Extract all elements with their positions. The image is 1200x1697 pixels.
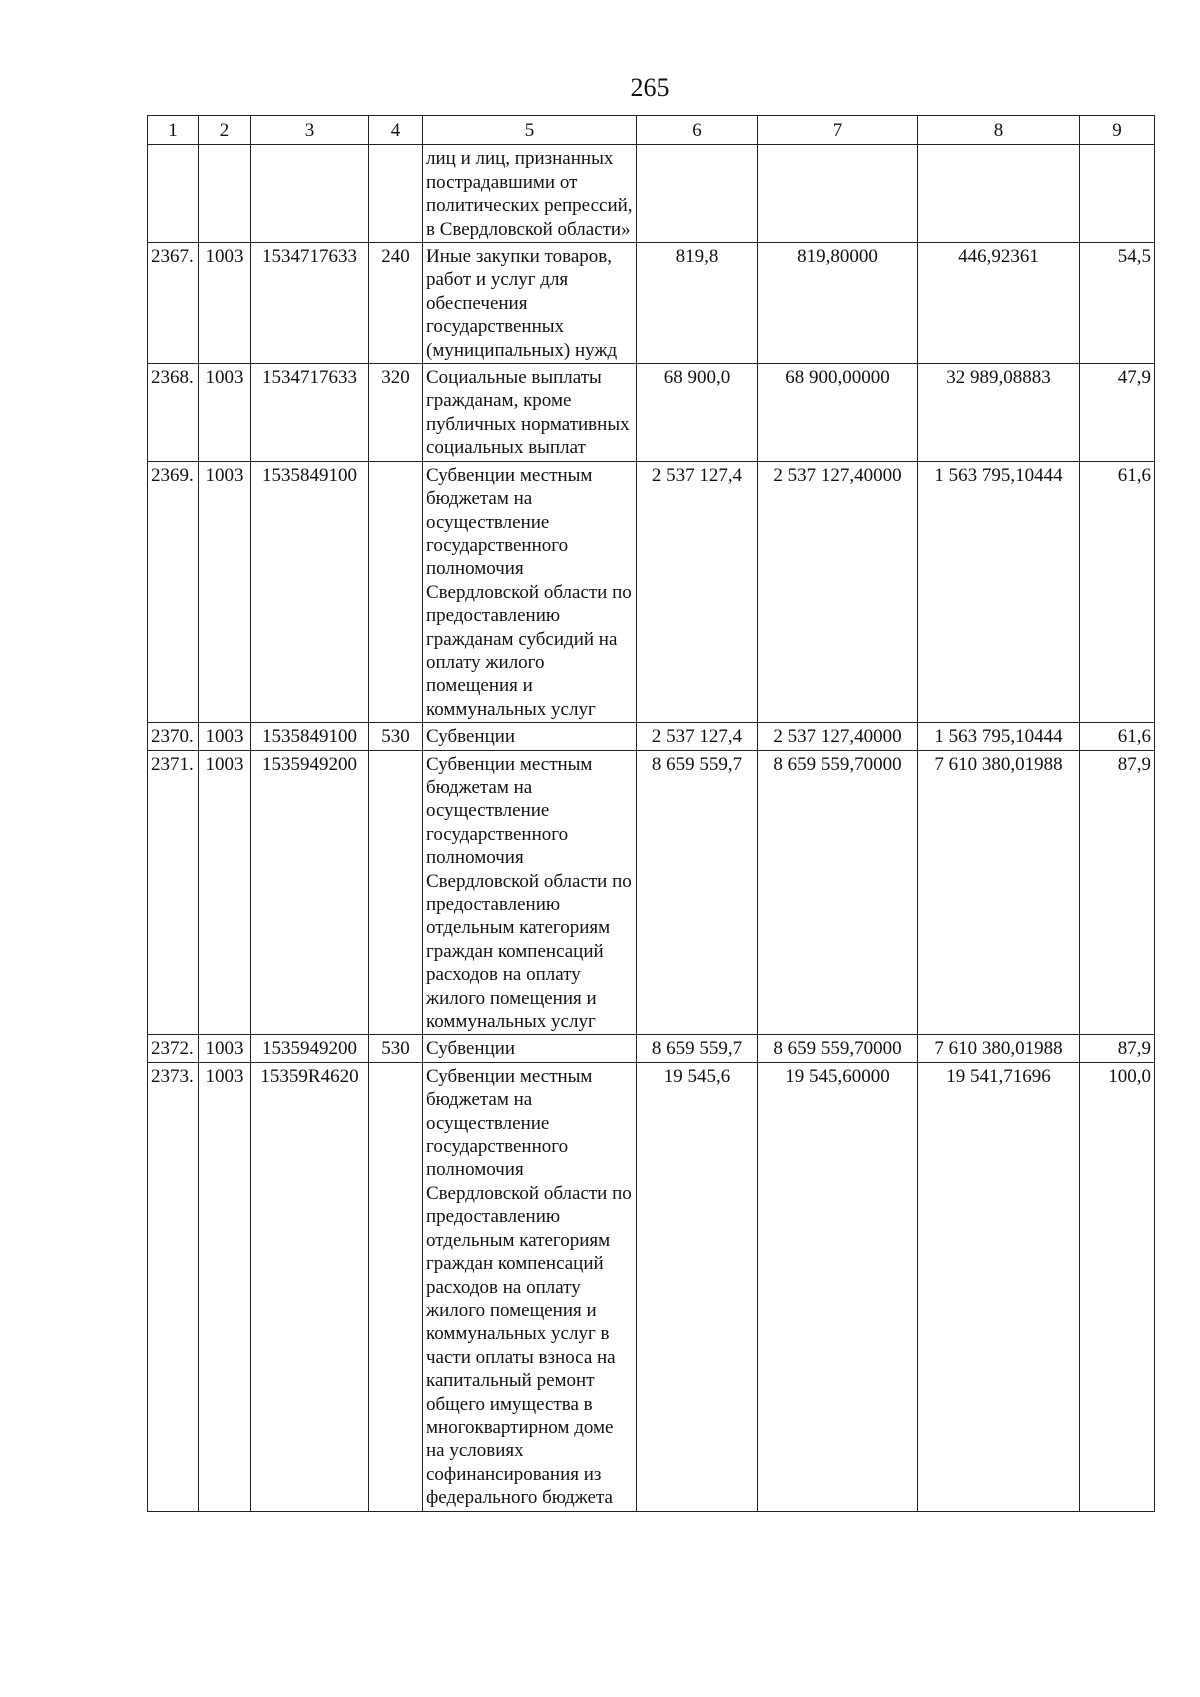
expense-type-cell bbox=[369, 145, 423, 243]
amount-col8-cell: 7 610 380,01988 bbox=[918, 750, 1080, 1035]
amount-col6-cell: 68 900,0 bbox=[637, 364, 758, 462]
amount-col7-cell: 2 537 127,40000 bbox=[758, 461, 918, 722]
amount-col6-cell: 8 659 559,7 bbox=[637, 1035, 758, 1062]
description-cell: Субвенции местным бюджетам на осуществление государственного полномочия Свердловской области по предоставлению гражданам субсидий на оплату жилого помещения и коммунальных услуг bbox=[423, 461, 637, 722]
expense-type-cell bbox=[369, 1062, 423, 1511]
row-number-cell bbox=[148, 145, 199, 243]
table-row bbox=[148, 243, 1155, 364]
amount-col6-cell: 2 537 127,4 bbox=[637, 723, 758, 750]
amount-col7-cell: 819,80000 bbox=[758, 243, 918, 364]
table-row bbox=[148, 1062, 1155, 1511]
column-header: 5 bbox=[423, 116, 637, 145]
amount-col7-cell bbox=[758, 145, 918, 243]
amount-col6-cell: 19 545,6 bbox=[637, 1062, 758, 1511]
row-number-cell: 2369. bbox=[148, 461, 199, 722]
amount-col6-cell: 8 659 559,7 bbox=[637, 750, 758, 1035]
percent-cell: 54,5 bbox=[1080, 243, 1155, 364]
row-number-cell: 2370. bbox=[148, 723, 199, 750]
column-header: 9 bbox=[1080, 116, 1155, 145]
amount-col7-cell: 68 900,00000 bbox=[758, 364, 918, 462]
table-row bbox=[148, 461, 1155, 722]
percent-cell: 87,9 bbox=[1080, 750, 1155, 1035]
expense-type-cell bbox=[369, 461, 423, 722]
amount-col8-cell: 19 541,71696 bbox=[918, 1062, 1080, 1511]
percent-cell: 61,6 bbox=[1080, 723, 1155, 750]
amount-col7-cell: 19 545,60000 bbox=[758, 1062, 918, 1511]
target-code-cell: 1534717633 bbox=[251, 364, 369, 462]
row-number-cell: 2367. bbox=[148, 243, 199, 364]
percent-cell: 100,0 bbox=[1080, 1062, 1155, 1511]
amount-col7-cell: 8 659 559,70000 bbox=[758, 750, 918, 1035]
target-code-cell: 1535849100 bbox=[251, 723, 369, 750]
description-cell: Субвенции bbox=[423, 1035, 637, 1062]
target-code-cell: 1535949200 bbox=[251, 1035, 369, 1062]
column-header: 7 bbox=[758, 116, 918, 145]
section-code-cell: 1003 bbox=[199, 1062, 251, 1511]
amount-col8-cell bbox=[918, 145, 1080, 243]
table-row bbox=[148, 723, 1155, 750]
row-number-cell: 2368. bbox=[148, 364, 199, 462]
amount-col8-cell: 7 610 380,01988 bbox=[918, 1035, 1080, 1062]
description-cell: Социальные выплаты гражданам, кроме публичных нормативных социальных выплат bbox=[423, 364, 637, 462]
expense-type-cell: 530 bbox=[369, 1035, 423, 1062]
percent-cell: 47,9 bbox=[1080, 364, 1155, 462]
description-cell: Субвенции местным бюджетам на осуществление государственного полномочия Свердловской области по предоставлению отдельным категориям граждан компенсаций расходов на оплату жилого помещения и коммунальных услуг bbox=[423, 750, 637, 1035]
amount-col6-cell bbox=[637, 145, 758, 243]
amount-col8-cell: 1 563 795,10444 bbox=[918, 723, 1080, 750]
table-row bbox=[148, 1035, 1155, 1062]
row-number-cell: 2373. bbox=[148, 1062, 199, 1511]
amount-col7-cell: 2 537 127,40000 bbox=[758, 723, 918, 750]
description-cell: Субвенции местным бюджетам на осуществление государственного полномочия Свердловской области по предоставлению отдельным категориям граждан компенсаций расходов на оплату жилого помещения и коммунальных услуг в части оплаты взноса на капитальный ремонт общего имущества в многоквартирном доме на условиях софинансирования из федерального бюджета bbox=[423, 1062, 637, 1511]
target-code-cell: 1534717633 bbox=[251, 243, 369, 364]
description-cell: Субвенции bbox=[423, 723, 637, 750]
table-row bbox=[148, 145, 1155, 243]
column-header: 4 bbox=[369, 116, 423, 145]
expense-type-cell: 530 bbox=[369, 723, 423, 750]
header-row bbox=[148, 116, 1155, 145]
budget-table bbox=[147, 115, 1155, 1512]
amount-col8-cell: 32 989,08883 bbox=[918, 364, 1080, 462]
column-header: 2 bbox=[199, 116, 251, 145]
section-code-cell: 1003 bbox=[199, 1035, 251, 1062]
percent-cell bbox=[1080, 145, 1155, 243]
target-code-cell: 1535949200 bbox=[251, 750, 369, 1035]
amount-col8-cell: 1 563 795,10444 bbox=[918, 461, 1080, 722]
description-cell: лиц и лиц, признанных пострадавшими от политических репрессий, в Свердловской области» bbox=[423, 145, 637, 243]
expense-type-cell bbox=[369, 750, 423, 1035]
target-code-cell: 1535849100 bbox=[251, 461, 369, 722]
column-header: 3 bbox=[251, 116, 369, 145]
page-number: 265 bbox=[630, 73, 670, 102]
row-number-cell: 2371. bbox=[148, 750, 199, 1035]
description-cell: Иные закупки товаров, работ и услуг для обеспечения государственных (муниципальных) нужд bbox=[423, 243, 637, 364]
section-code-cell: 1003 bbox=[199, 243, 251, 364]
target-code-cell: 15359R4620 bbox=[251, 1062, 369, 1511]
column-header: 1 bbox=[148, 116, 199, 145]
section-code-cell: 1003 bbox=[199, 750, 251, 1035]
table-row bbox=[148, 750, 1155, 1035]
amount-col8-cell: 446,92361 bbox=[918, 243, 1080, 364]
expense-type-cell: 240 bbox=[369, 243, 423, 364]
section-code-cell: 1003 bbox=[199, 461, 251, 722]
row-number-cell: 2372. bbox=[148, 1035, 199, 1062]
amount-col7-cell: 8 659 559,70000 bbox=[758, 1035, 918, 1062]
amount-col6-cell: 819,8 bbox=[637, 243, 758, 364]
target-code-cell bbox=[251, 145, 369, 243]
percent-cell: 87,9 bbox=[1080, 1035, 1155, 1062]
amount-col6-cell: 2 537 127,4 bbox=[637, 461, 758, 722]
column-header: 8 bbox=[918, 116, 1080, 145]
table-body bbox=[148, 145, 1155, 1511]
percent-cell: 61,6 bbox=[1080, 461, 1155, 722]
section-code-cell: 1003 bbox=[199, 723, 251, 750]
expense-type-cell: 320 bbox=[369, 364, 423, 462]
section-code-cell bbox=[199, 145, 251, 243]
table-row bbox=[148, 364, 1155, 462]
column-header: 6 bbox=[637, 116, 758, 145]
section-code-cell: 1003 bbox=[199, 364, 251, 462]
